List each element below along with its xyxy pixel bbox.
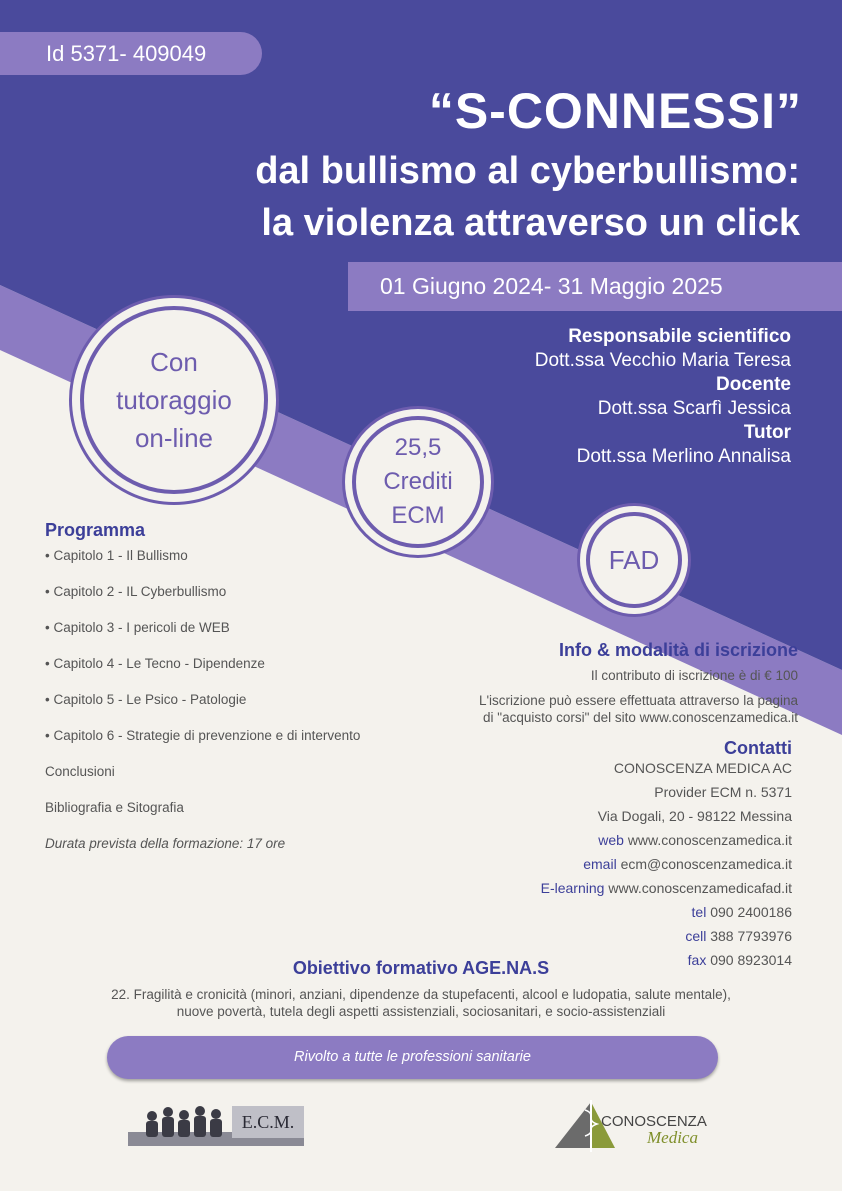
docente-name: Dott.ssa Scarfì Jessica bbox=[597, 398, 791, 419]
iscrizione-line-2: di "acquisto corsi" del sito www.conoscenzamedica.it bbox=[483, 710, 798, 725]
email-link[interactable]: ecm@conoscenzamedica.it bbox=[620, 856, 792, 872]
logo-text-medica: Medica bbox=[647, 1128, 698, 1147]
contact-address: Via Dogali, 20 - 98122 Messina bbox=[597, 808, 792, 824]
cell-number: 388 7793976 bbox=[710, 928, 792, 944]
elearning-label: E-learning bbox=[540, 880, 605, 896]
fax-number: 090 8923014 bbox=[710, 952, 792, 968]
responsabile-label: Responsabile scientifico bbox=[568, 326, 791, 347]
durata-text: Durata prevista della formazione: 17 ore bbox=[45, 836, 286, 851]
staff-block bbox=[535, 326, 791, 470]
tutor-label: Tutor bbox=[743, 422, 791, 443]
page-title: “S-CONNESSI” bbox=[428, 83, 802, 139]
list-item: • Capitolo 4 - Le Tecno - Dipendenze bbox=[45, 656, 360, 692]
crediti-value: 25,5 bbox=[394, 434, 442, 461]
subtitle-line-2: la violenza attraverso un click bbox=[261, 202, 800, 244]
programma-list bbox=[45, 548, 360, 836]
iscrizione-text bbox=[479, 692, 798, 726]
ecm-logo bbox=[128, 1102, 304, 1150]
contatti-title: Contatti bbox=[724, 738, 792, 758]
crediti-label: Crediti bbox=[383, 468, 453, 495]
web-label: web bbox=[598, 832, 624, 848]
list-item: • Capitolo 5 - Le Psico - Patologie bbox=[45, 692, 360, 728]
contact-elearning[interactable] bbox=[541, 880, 792, 904]
list-item: Bibliografia e Sitografia bbox=[45, 800, 184, 815]
date-range-bar: 01 Giugno 2024- 31 Maggio 2025 bbox=[348, 262, 842, 311]
tutoraggio-line-3: on-line bbox=[134, 423, 214, 453]
ecm-logo-figures bbox=[146, 1106, 222, 1137]
tel-label: tel bbox=[691, 904, 707, 920]
contact-cell bbox=[541, 928, 792, 952]
contact-web[interactable] bbox=[541, 832, 792, 856]
info-title: Info & modalità di iscrizione bbox=[558, 640, 798, 660]
list-item: Conclusioni bbox=[45, 764, 115, 779]
crediti-badge bbox=[352, 416, 484, 548]
obiettivo-title: Obiettivo formativo AGE.NA.S bbox=[292, 958, 550, 978]
contatti-block bbox=[541, 760, 792, 976]
list-item: • Capitolo 6 - Strategie di prevenzione e di intervento bbox=[45, 728, 360, 764]
subtitle-line-1: dal bullismo al cyberbullismo: bbox=[255, 150, 800, 192]
list-item: • Capitolo 1 - Il Bullismo bbox=[45, 548, 360, 584]
tutoraggio-line-1: Con bbox=[150, 347, 198, 377]
obiettivo-line-1: 22. Fragilità e cronicità (minori, anziani, dipendenze da stupefacenti, alcool e ludopatia, salute mentale), bbox=[111, 987, 731, 1002]
tutoraggio-line-2: tutoraggio bbox=[116, 385, 232, 415]
obiettivo-text bbox=[60, 986, 782, 1020]
tel-number: 090 2400186 bbox=[710, 904, 792, 920]
contact-email[interactable] bbox=[541, 856, 792, 880]
logo-text-conoscenza: CONOSCENZA bbox=[601, 1113, 707, 1130]
conoscenza-medica-logo bbox=[555, 1096, 735, 1156]
fad-label: FAD bbox=[608, 544, 660, 575]
list-item: • Capitolo 3 - I pericoli de WEB bbox=[45, 620, 360, 656]
logo-triangle-grey bbox=[555, 1102, 591, 1148]
web-link[interactable]: www.conoscenzamedica.it bbox=[627, 832, 792, 848]
course-id-pill: Id 5371- 409049 bbox=[0, 32, 262, 75]
contact-tel bbox=[541, 904, 792, 928]
email-label: email bbox=[583, 856, 617, 872]
elearning-link[interactable]: www.conoscenzamedicafad.it bbox=[608, 880, 792, 896]
tutoraggio-badge bbox=[80, 306, 268, 494]
tutor-name: Dott.ssa Merlino Annalisa bbox=[576, 446, 791, 467]
crediti-ecm: ECM bbox=[391, 502, 445, 529]
programma-title: Programma bbox=[45, 520, 146, 540]
fad-badge bbox=[586, 512, 682, 608]
cell-label: cell bbox=[685, 928, 707, 944]
docente-label: Docente bbox=[716, 374, 791, 395]
contact-org: CONOSCENZA MEDICA AC bbox=[613, 760, 792, 776]
rivolto-pill: Rivolto a tutte le professioni sanitarie bbox=[107, 1036, 718, 1079]
list-item: • Capitolo 2 - IL Cyberbullismo bbox=[45, 584, 360, 620]
contact-provider: Provider ECM n. 5371 bbox=[654, 784, 792, 800]
iscrizione-line-1: L'iscrizione può essere effettuata attraverso la pagina bbox=[478, 693, 798, 708]
fax-label: fax bbox=[687, 952, 707, 968]
responsabile-name: Dott.ssa Vecchio Maria Teresa bbox=[534, 350, 791, 371]
obiettivo-line-2: nuove povertà, tutela degli aspetti assistenziali, sociosanitari, e socio-assistenziali bbox=[176, 1004, 666, 1019]
contributo-text: Il contributo di iscrizione è di € 100 bbox=[590, 668, 798, 683]
ecm-logo-text: E.C.M. bbox=[241, 1112, 295, 1132]
